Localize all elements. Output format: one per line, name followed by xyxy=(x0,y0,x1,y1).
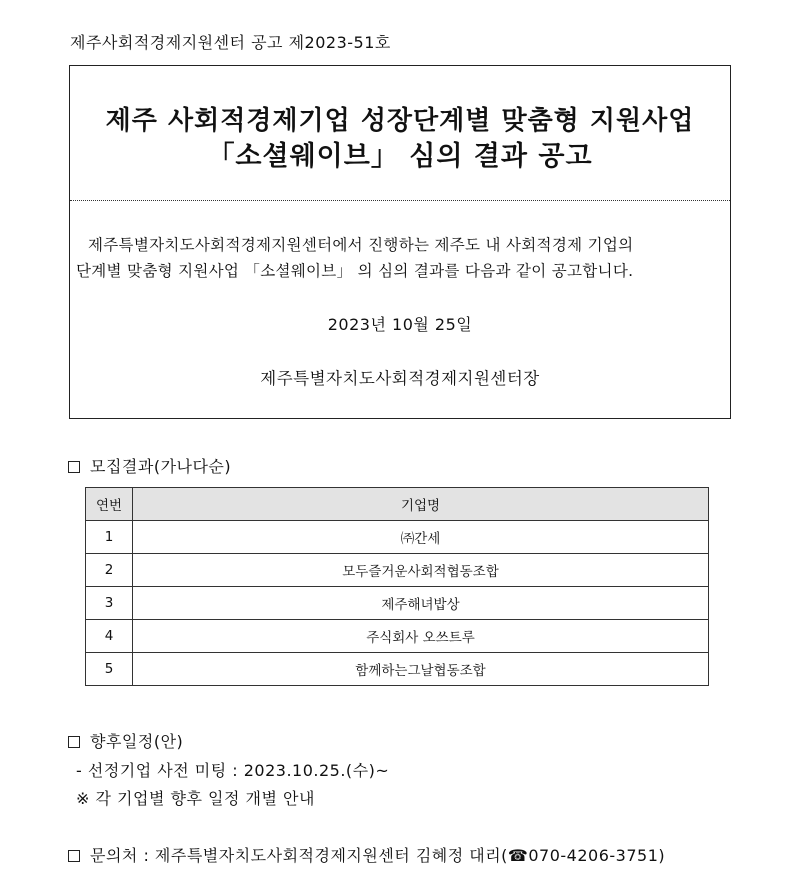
body-line-1: 제주특별자치도사회적경제지원센터에서 진행하는 제주도 내 사회적경제 기업의 xyxy=(88,236,634,254)
table-header-row xyxy=(86,488,709,521)
company-name: 함께하는그날협동조합 xyxy=(133,653,709,686)
results-heading-text: 모집결과(가나다순) xyxy=(90,457,232,476)
row-number: 4 xyxy=(86,620,133,653)
dotted-divider xyxy=(70,200,730,201)
company-name: 모두즐거운사회적협동조합 xyxy=(133,554,709,587)
table-row xyxy=(86,587,709,620)
contact-line xyxy=(68,843,665,866)
results-table xyxy=(85,487,709,686)
results-heading xyxy=(68,454,231,477)
schedule-item-meeting: - 선정기업 사전 미팅 : 2023.10.25.(수)~ xyxy=(76,761,390,780)
announcement-date: 2023년 10월 25일 xyxy=(327,315,473,334)
checkbox-square-icon xyxy=(68,461,80,473)
checkbox-square-icon xyxy=(68,736,80,748)
schedule-heading xyxy=(68,729,183,752)
table-row xyxy=(86,620,709,653)
row-number: 1 xyxy=(86,521,133,554)
company-name: 제주해녀밥상 xyxy=(133,587,709,620)
column-header-company: 기업명 xyxy=(133,488,709,521)
schedule-heading-text: 향후일정(안) xyxy=(90,732,184,751)
company-name: ㈜간세 xyxy=(133,521,709,554)
announcement-box xyxy=(69,65,731,419)
announcement-title-line2: 「소셜웨이브」 심의 결과 공고 xyxy=(207,141,593,172)
checkbox-square-icon xyxy=(68,850,80,862)
row-number: 5 xyxy=(86,653,133,686)
table-row xyxy=(86,554,709,587)
contact-text: 문의처 : 제주특별자치도사회적경제지원센터 김혜정 대리(☎070-4206-3751) xyxy=(90,846,666,865)
table-row xyxy=(86,653,709,686)
row-number: 3 xyxy=(86,587,133,620)
body-line-2: 단계별 맞춤형 지원사업 「소셜웨이브」 의 심의 결과를 다음과 같이 공고합니다. xyxy=(76,262,634,280)
announcement-body xyxy=(76,232,724,284)
column-header-number: 연번 xyxy=(86,488,133,521)
schedule-item-note: ※ 각 기업별 향후 일정 개별 안내 xyxy=(76,789,315,808)
company-name: 주식회사 오쓰트루 xyxy=(133,620,709,653)
announcement-title-line1: 제주 사회적경제기업 성장단계별 맞춤형 지원사업 xyxy=(105,106,695,136)
row-number: 2 xyxy=(86,554,133,587)
issuer-name: 제주특별자치도사회적경제지원센터장 xyxy=(260,369,540,388)
table-row xyxy=(86,521,709,554)
notice-number: 제주사회적경제지원센터 공고 제2023-51호 xyxy=(70,33,391,52)
